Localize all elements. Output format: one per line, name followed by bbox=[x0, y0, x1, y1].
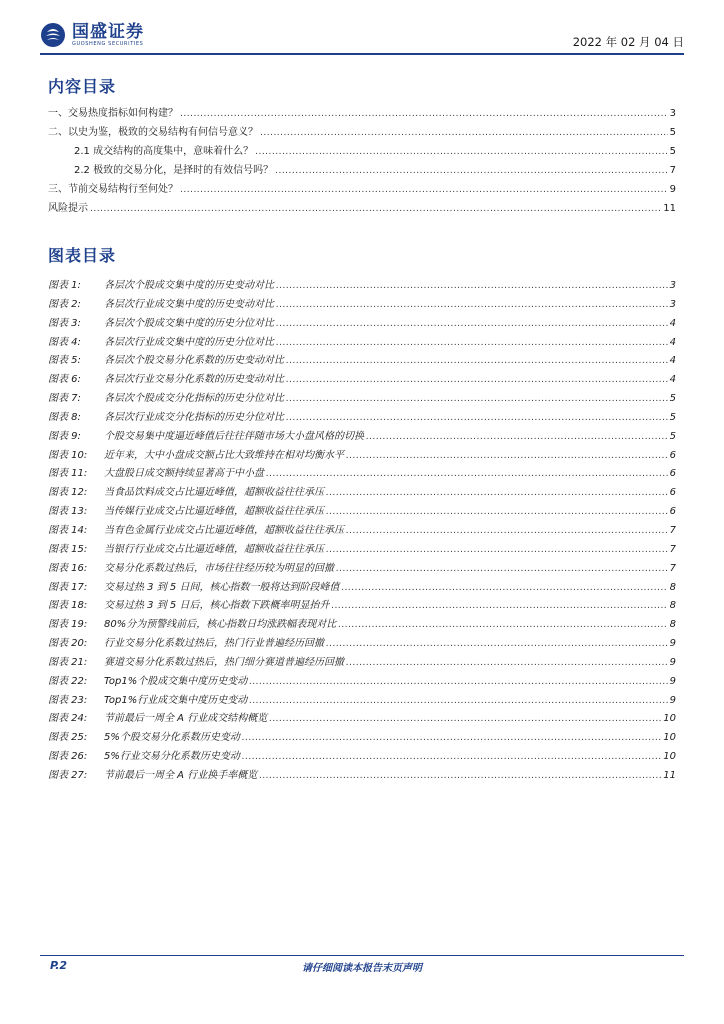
figure-caption: 节前最后一周全 A 行业成交结构概览 bbox=[104, 713, 268, 725]
toc-leader bbox=[326, 545, 668, 555]
toc-leader bbox=[90, 204, 661, 214]
toc-leader bbox=[326, 507, 668, 517]
toc-leader bbox=[180, 109, 668, 119]
toc-leader bbox=[286, 356, 668, 366]
contents-list bbox=[48, 104, 676, 218]
toc-leader bbox=[269, 714, 661, 724]
toc-item[interactable] bbox=[48, 123, 676, 142]
figure-item[interactable] bbox=[48, 559, 676, 578]
toc-item-page: 3 bbox=[669, 108, 676, 119]
figure-item[interactable] bbox=[48, 521, 676, 540]
figure-caption: 交易过热 3 到 5 日后，核心指数下跌概率明显抬升 bbox=[104, 600, 330, 612]
figure-item[interactable] bbox=[48, 314, 676, 333]
figure-page: 9 bbox=[669, 675, 676, 687]
toc-leader bbox=[180, 185, 668, 195]
figure-number: 图表 26: bbox=[48, 751, 88, 763]
figure-number: 图表 12: bbox=[48, 487, 88, 499]
figure-item[interactable] bbox=[48, 351, 676, 370]
figure-item[interactable] bbox=[48, 747, 676, 766]
figure-page: 7 bbox=[669, 543, 676, 555]
figure-caption: 当传媒行业成交占比逼近峰值，超额收益往往承压 bbox=[104, 506, 324, 518]
toc-leader bbox=[249, 677, 667, 687]
figure-item[interactable] bbox=[48, 464, 676, 483]
figure-item[interactable] bbox=[48, 596, 676, 615]
toc-leader bbox=[286, 413, 668, 423]
toc-leader bbox=[346, 451, 668, 461]
figure-page: 8 bbox=[669, 619, 676, 631]
figure-page: 9 bbox=[669, 656, 676, 668]
toc-item-page: 11 bbox=[663, 203, 676, 214]
figure-item[interactable] bbox=[48, 653, 676, 672]
figure-item[interactable] bbox=[48, 427, 676, 446]
toc-leader bbox=[346, 658, 668, 668]
figure-page: 6 bbox=[669, 468, 676, 480]
figure-caption: 当有色金属行业成交占比逼近峰值，超额收益往往承压 bbox=[104, 524, 344, 536]
figure-number: 图表 6: bbox=[48, 374, 81, 386]
figure-caption: 各层次行业成交集中度的历史变动对比 bbox=[104, 298, 274, 310]
figure-number: 图表 20: bbox=[48, 638, 88, 650]
figure-caption: 各层次个股成交集中度的历史分位对比 bbox=[104, 317, 274, 329]
toc-item-page: 5 bbox=[669, 127, 676, 138]
figure-number: 图表 18: bbox=[48, 600, 88, 612]
figure-number: 图表 21: bbox=[48, 656, 88, 668]
figure-caption: 当食品饮料成交占比逼近峰值，超额收益往往承压 bbox=[104, 487, 324, 499]
toc-leader bbox=[276, 300, 668, 310]
figure-number: 图表 25: bbox=[48, 732, 88, 744]
figure-caption: 各层次个股成交集中度的历史变动对比 bbox=[104, 280, 274, 291]
figure-caption: 赛道交易分化系数过热后，热门细分赛道普遍经历回撤 bbox=[104, 656, 344, 668]
figure-caption: 行业交易分化系数过热后，热门行业普遍经历回撤 bbox=[104, 638, 324, 650]
figure-number: 图表 27: bbox=[48, 769, 88, 781]
figure-page: 9 bbox=[669, 694, 676, 706]
toc-item-label: 二、以史为鉴，极致的交易结构有何信号意义？ bbox=[48, 127, 258, 138]
figure-page: 10 bbox=[663, 713, 676, 725]
company-logo bbox=[40, 22, 144, 48]
figure-number: 图表 3: bbox=[48, 317, 81, 329]
figure-caption: Top1%个股成交集中度历史变动 bbox=[104, 675, 248, 687]
figure-page: 6 bbox=[669, 506, 676, 518]
figure-item[interactable] bbox=[48, 446, 676, 465]
figure-number: 图表 4: bbox=[48, 336, 81, 348]
figure-number: 图表 24: bbox=[48, 713, 88, 725]
toc-item-page: 5 bbox=[669, 146, 676, 157]
toc-leader bbox=[260, 128, 668, 138]
figure-caption: 当银行行业成交占比逼近峰值，超额收益往往承压 bbox=[104, 543, 324, 555]
figure-item[interactable] bbox=[48, 691, 676, 710]
figure-page: 4 bbox=[669, 336, 676, 348]
figure-page: 5 bbox=[669, 393, 676, 405]
figures-list bbox=[48, 276, 676, 785]
figure-item[interactable] bbox=[48, 766, 676, 785]
toc-leader bbox=[338, 620, 667, 630]
toc-leader bbox=[242, 733, 661, 743]
figure-item[interactable] bbox=[48, 540, 676, 559]
figure-number: 图表 10: bbox=[48, 449, 88, 461]
figure-number: 图表 11: bbox=[48, 468, 88, 480]
figure-page: 3 bbox=[669, 298, 676, 310]
report-date: 2022 年 02 月 04 日 bbox=[572, 35, 684, 49]
figure-caption: 各层次行业成交集中度的历史分位对比 bbox=[104, 336, 274, 348]
toc-leader bbox=[259, 771, 661, 781]
figure-item[interactable] bbox=[48, 634, 676, 653]
figure-number: 图表 13: bbox=[48, 506, 88, 518]
toc-leader bbox=[266, 469, 668, 479]
toc-leader bbox=[275, 166, 668, 176]
toc-leader bbox=[242, 752, 661, 762]
figure-caption: 交易分化系数过热后，市场往往经历较为明显的回撤 bbox=[104, 562, 334, 574]
figure-page: 10 bbox=[663, 732, 676, 744]
figure-caption: 5%个股交易分化系数历史变动 bbox=[104, 732, 240, 744]
toc-leader bbox=[366, 432, 668, 442]
figure-item[interactable] bbox=[48, 578, 676, 597]
toc-item-page: 7 bbox=[669, 165, 676, 176]
toc-item[interactable] bbox=[48, 180, 676, 199]
figure-page: 5 bbox=[669, 430, 676, 442]
toc-leader bbox=[331, 601, 667, 611]
toc-leader bbox=[336, 564, 668, 574]
toc-item-label: 2.2 极致的交易分化，是择时的有效信号吗？ bbox=[74, 165, 274, 176]
figure-page: 6 bbox=[669, 487, 676, 499]
figure-caption: 5%行业交易分化系数历史变动 bbox=[104, 751, 240, 763]
figure-page: 5 bbox=[669, 411, 676, 423]
toc-item-page: 9 bbox=[669, 184, 676, 195]
figure-caption: 各层次个股交易分化系数的历史变动对比 bbox=[104, 355, 284, 367]
toc-leader bbox=[276, 338, 668, 348]
toc-leader bbox=[326, 488, 668, 498]
figure-page: 4 bbox=[669, 355, 676, 367]
figure-caption: 各层次个股成交分化指标的历史分位对比 bbox=[104, 393, 284, 405]
figure-caption: 节前最后一周全 A 行业换手率概览 bbox=[104, 769, 258, 781]
figure-page: 8 bbox=[669, 581, 676, 593]
toc-leader bbox=[326, 639, 668, 649]
figure-item[interactable] bbox=[48, 672, 676, 691]
toc-leader bbox=[255, 147, 668, 157]
toc-item-label: 一、交易热度指标如何构建？ bbox=[48, 108, 178, 119]
toc-leader bbox=[276, 319, 668, 329]
toc-leader bbox=[249, 696, 667, 706]
figure-page: 4 bbox=[669, 317, 676, 329]
figure-page: 8 bbox=[669, 600, 676, 612]
disclaimer-note: 请仔细阅读本报告末页声明 bbox=[302, 963, 422, 974]
figure-caption: 各层次行业交易分化系数的历史变动对比 bbox=[104, 374, 284, 386]
figure-item[interactable] bbox=[48, 483, 676, 502]
toc-item-label: 三、节前交易结构行至何处？ bbox=[48, 184, 178, 195]
figure-number: 图表 15: bbox=[48, 543, 88, 555]
toc-item[interactable] bbox=[48, 104, 676, 123]
toc-leader bbox=[346, 526, 668, 536]
header-divider bbox=[40, 53, 684, 55]
toc-item-label: 2.1 成交结构的高度集中，意味着什么？ bbox=[74, 146, 254, 157]
toc-subitem[interactable] bbox=[48, 142, 676, 161]
figure-number: 图表 8: bbox=[48, 411, 81, 423]
figure-number: 图表 7: bbox=[48, 393, 81, 405]
figure-page: 3 bbox=[669, 280, 676, 291]
figure-page: 11 bbox=[663, 769, 676, 781]
page-header bbox=[40, 20, 684, 54]
figure-number: 图表 14: bbox=[48, 524, 88, 536]
figure-caption: Top1%行业成交集中度历史变动 bbox=[104, 694, 248, 706]
figure-number: 图表 22: bbox=[48, 675, 88, 687]
figure-caption: 个股交易集中度逼近峰值后往往伴随市场大小盘风格的切换 bbox=[104, 430, 364, 442]
figure-number: 图表 17: bbox=[48, 581, 88, 593]
figure-item[interactable] bbox=[48, 709, 676, 728]
figure-item[interactable] bbox=[48, 276, 676, 295]
logo-chinese-name: 国盛证券 bbox=[72, 21, 144, 42]
toc-leader bbox=[276, 281, 668, 291]
figure-number: 图表 19: bbox=[48, 619, 88, 631]
figure-number: 图表 16: bbox=[48, 562, 88, 574]
figures-title: 图表目录 bbox=[48, 246, 117, 265]
figure-number: 图表 5: bbox=[48, 355, 81, 367]
toc-subitem[interactable] bbox=[48, 161, 676, 180]
toc-leader bbox=[286, 375, 668, 385]
figure-item[interactable] bbox=[48, 295, 676, 314]
toc-item[interactable] bbox=[48, 199, 676, 218]
figure-caption: 近年来，大中小盘成交额占比大致维持在相对均衡水平 bbox=[104, 449, 344, 461]
figure-item[interactable] bbox=[48, 728, 676, 747]
figure-item[interactable] bbox=[48, 502, 676, 521]
figure-caption: 各层次行业成交分化指标的历史分位对比 bbox=[104, 411, 284, 423]
figure-page: 6 bbox=[669, 449, 676, 461]
figure-item[interactable] bbox=[48, 389, 676, 408]
figure-number: 图表 23: bbox=[48, 694, 88, 706]
figure-caption: 大盘股日成交额持续显著高于中小盘 bbox=[104, 468, 264, 480]
figure-page: 9 bbox=[669, 638, 676, 650]
figure-item[interactable] bbox=[48, 408, 676, 427]
figure-item[interactable] bbox=[48, 370, 676, 389]
toc-item-label: 风险提示 bbox=[48, 203, 88, 214]
figure-page: 7 bbox=[669, 562, 676, 574]
page-number: P.2 bbox=[50, 959, 68, 972]
figure-number: 图表 9: bbox=[48, 430, 81, 442]
logo-emblem-icon bbox=[40, 22, 66, 48]
figure-item[interactable] bbox=[48, 615, 676, 634]
toc-leader bbox=[286, 394, 668, 404]
footer-divider bbox=[40, 955, 684, 956]
figure-number: 图表 1: bbox=[48, 280, 81, 291]
figure-number: 图表 2: bbox=[48, 298, 81, 310]
figure-page: 4 bbox=[669, 374, 676, 386]
contents-title: 内容目录 bbox=[48, 77, 117, 96]
toc-leader bbox=[341, 583, 667, 593]
figure-caption: 交易过热 3 到 5 日间，核心指数一般将达到阶段峰值 bbox=[104, 581, 340, 593]
figure-caption: 80%分为预警线前后，核心指数日均涨跌幅表现对比 bbox=[104, 619, 337, 631]
figure-page: 7 bbox=[669, 524, 676, 536]
logo-english-name: GUOSHENG SECURITIES bbox=[72, 40, 144, 47]
figure-item[interactable] bbox=[48, 333, 676, 352]
figure-page: 10 bbox=[663, 751, 676, 763]
